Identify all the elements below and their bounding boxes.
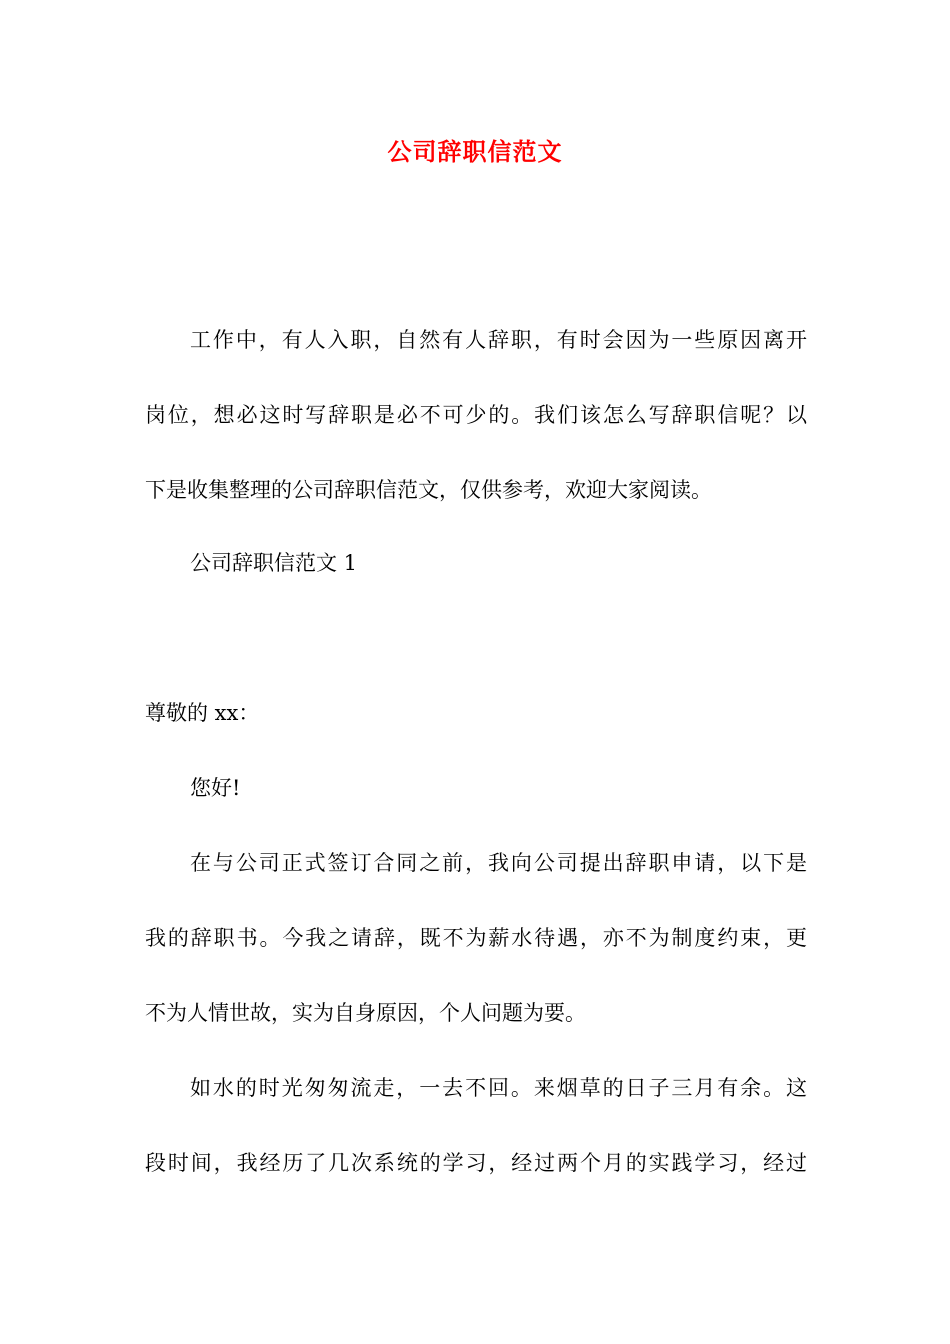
- paragraph-line: 在与公司正式签订合同之前，我向公司提出辞职申请，以下是: [190, 851, 807, 875]
- salutation: 尊敬的 xx：: [145, 701, 260, 725]
- greeting: 您好!: [190, 776, 241, 800]
- paragraph-line: 下是收集整理的公司辞职信范文，仅供参考，欢迎大家阅读。: [145, 478, 712, 502]
- paragraph-line: 不为人情世故，实为自身原因，个人问题为要。: [145, 1001, 586, 1025]
- section-heading: 公司辞职信范文 1: [190, 551, 358, 575]
- paragraph-line: 如水的时光匆匆流走，一去不回。来烟草的日子三月有余。这: [190, 1076, 807, 1100]
- paragraph-line: 我的辞职书。今我之请辞，既不为薪水待遇，亦不为制度约束，更: [145, 926, 807, 950]
- paragraph-line: 段时间，我经历了几次系统的学习，经过两个月的实践学习，经过: [145, 1151, 807, 1175]
- document-title: 公司辞职信范文: [387, 137, 563, 166]
- paragraph-line: 岗位，想必这时写辞职是必不可少的。我们该怎么写辞职信呢？以: [145, 403, 807, 427]
- paragraph-line: 工作中，有人入职，自然有人辞职，有时会因为一些原因离开: [190, 328, 807, 352]
